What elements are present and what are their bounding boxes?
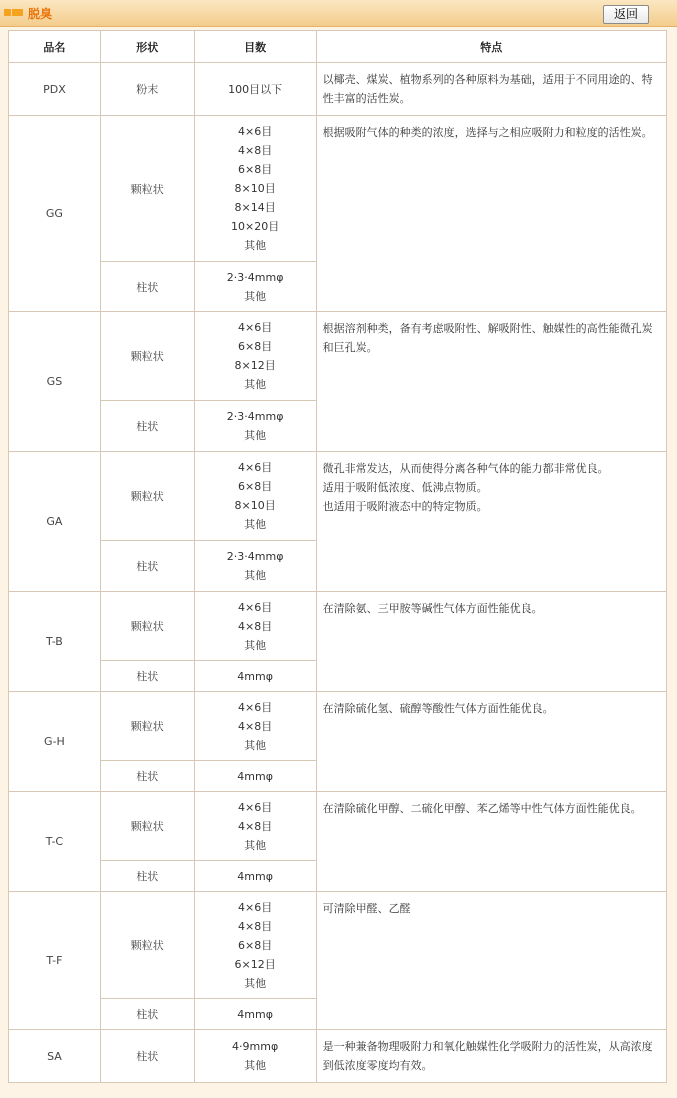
table-row [9, 892, 667, 999]
mesh-value: 6×12目 [234, 957, 276, 971]
mesh-value: 其他 [244, 738, 267, 752]
feature-cell [316, 892, 666, 1030]
mesh-value: 4mmφ [237, 869, 273, 883]
mesh-cell [194, 999, 316, 1030]
mesh-value: 4×6目 [238, 600, 273, 614]
product-name-cell: GG [9, 116, 101, 312]
table-row [9, 1030, 667, 1083]
feature-text: 微孔非常发达，从而使得分离各种气体的能力都非常优良。 适用于吸附低浓度、低沸点物质。 也适用于吸附液态中的特定物质。 [322, 462, 609, 513]
shape-cell: 颗粒状 [100, 116, 194, 262]
table-row [9, 312, 667, 401]
title-bar [0, 0, 677, 27]
page-title: 脱臭 [28, 7, 53, 21]
mesh-value: 其他 [244, 569, 267, 582]
feature-cell [316, 692, 666, 792]
mesh-cell [194, 116, 316, 262]
table-header-row [9, 31, 667, 63]
product-name-cell: G-H [9, 692, 101, 792]
mesh-value: 4×6目 [238, 800, 273, 814]
shape-cell: 柱状 [100, 761, 194, 792]
feature-cell [316, 452, 666, 592]
header-name: 品名 [9, 31, 101, 63]
bar-bullet-icon [12, 9, 23, 16]
mesh-value: 4×8目 [238, 819, 273, 833]
table-row [9, 63, 667, 116]
mesh-value: 其他 [244, 976, 267, 990]
mesh-value: 2·3·4mmφ [226, 550, 284, 563]
shape-cell: 粉末 [100, 63, 194, 116]
feature-text: 可清除甲醛、乙醛 [322, 902, 411, 915]
feature-text: 以椰壳、煤炭、植物系列的各种原料为基础，适用于不同用途的、特性丰富的活性炭。 [322, 73, 653, 105]
mesh-value: 4×6目 [238, 461, 273, 474]
product-name-cell: PDX [9, 63, 101, 116]
feature-text: 根据溶剂种类，备有考虑吸附性、解吸附性、触媒性的高性能微孔炭和巨孔炭。 [322, 322, 653, 354]
shape-cell: 柱状 [100, 861, 194, 892]
mesh-cell [194, 452, 316, 541]
mesh-value: 2·3·4mmφ [226, 410, 284, 423]
mesh-value: 其他 [244, 518, 267, 531]
shape-cell: 柱状 [100, 661, 194, 692]
mesh-cell [194, 1030, 316, 1083]
square-bullet-icon [4, 9, 11, 16]
mesh-cell [194, 592, 316, 661]
mesh-cell [194, 761, 316, 792]
mesh-cell [194, 541, 316, 592]
feature-cell [316, 116, 666, 312]
shape-cell: 柱状 [100, 999, 194, 1030]
shape-cell: 颗粒状 [100, 892, 194, 999]
mesh-value: 其他 [244, 239, 267, 252]
feature-text: 在清除氨、三甲胺等碱性气体方面性能优良。 [322, 602, 543, 615]
mesh-cell [194, 792, 316, 861]
mesh-value: 4×8目 [238, 919, 273, 933]
feature-cell [316, 792, 666, 892]
mesh-value: 4×6目 [238, 321, 273, 334]
mesh-value: 8×10目 [234, 499, 276, 512]
product-name-cell: T-C [9, 792, 101, 892]
shape-cell: 颗粒状 [100, 312, 194, 401]
mesh-value: 8×10目 [234, 182, 276, 195]
mesh-value: 4×8目 [238, 144, 273, 157]
table-row [9, 692, 667, 761]
mesh-value: 8×12目 [234, 359, 276, 372]
mesh-value: 6×8目 [238, 938, 273, 952]
mesh-value: 其他 [244, 838, 267, 852]
mesh-value: 其他 [244, 638, 267, 652]
shape-cell: 颗粒状 [100, 792, 194, 861]
product-name-cell: T-F [9, 892, 101, 1030]
feature-cell [316, 1030, 666, 1083]
header-feature: 特点 [316, 31, 666, 63]
product-name-cell: SA [9, 1030, 101, 1083]
mesh-value: 4·9mmφ [232, 1040, 279, 1053]
feature-text: 是一种兼备物理吸附力和氧化触媒性化学吸附力的活性炭，从高浓度到低浓度零度均有效。 [322, 1040, 653, 1072]
mesh-value: 4×6目 [238, 900, 273, 914]
shape-cell: 柱状 [100, 541, 194, 592]
feature-cell [316, 312, 666, 452]
product-name-cell: T-B [9, 592, 101, 692]
shape-cell: 柱状 [100, 401, 194, 452]
mesh-cell [194, 892, 316, 999]
header-shape: 形状 [100, 31, 194, 63]
product-table [8, 30, 667, 1083]
shape-cell: 柱状 [100, 262, 194, 312]
table-row [9, 792, 667, 861]
mesh-value: 4×8目 [238, 619, 273, 633]
mesh-value: 6×8目 [238, 480, 273, 493]
mesh-value: 4×6目 [238, 125, 273, 138]
mesh-value: 8×14目 [234, 201, 276, 214]
mesh-value: 其他 [244, 1059, 267, 1072]
mesh-value: 4mmφ [237, 669, 273, 683]
product-name-cell: GS [9, 312, 101, 452]
mesh-cell [194, 661, 316, 692]
mesh-cell [194, 861, 316, 892]
table-row [9, 592, 667, 661]
mesh-cell [194, 401, 316, 452]
mesh-value: 其他 [244, 289, 267, 303]
mesh-cell [194, 262, 316, 312]
mesh-value: 4mmφ [237, 1007, 273, 1021]
mesh-cell [194, 312, 316, 401]
mesh-value: 100目以下 [228, 82, 283, 96]
feature-text: 在清除硫化氢、硫醇等酸性气体方面性能优良。 [322, 702, 554, 715]
feature-text: 在清除硫化甲醇、二硫化甲醇、苯乙烯等中性气体方面性能优良。 [322, 802, 642, 815]
header-mesh: 目数 [194, 31, 316, 63]
mesh-value: 6×8目 [238, 163, 273, 176]
mesh-value: 10×20目 [231, 220, 280, 233]
shape-cell: 颗粒状 [100, 452, 194, 541]
back-button[interactable]: 返回 [603, 5, 649, 24]
product-name-cell: GA [9, 452, 101, 592]
shape-cell: 柱状 [100, 1030, 194, 1083]
mesh-value: 4×8目 [238, 719, 273, 733]
mesh-cell [194, 63, 316, 116]
content-panel [0, 28, 677, 1098]
feature-cell [316, 592, 666, 692]
table-row [9, 452, 667, 541]
table-row [9, 116, 667, 262]
mesh-cell [194, 692, 316, 761]
mesh-value: 2·3·4mmφ [226, 270, 284, 284]
shape-cell: 颗粒状 [100, 692, 194, 761]
mesh-value: 6×8目 [238, 340, 273, 353]
feature-cell [316, 63, 666, 116]
shape-cell: 颗粒状 [100, 592, 194, 661]
mesh-value: 其他 [244, 378, 267, 391]
mesh-value: 4mmφ [237, 769, 273, 783]
mesh-value: 4×6目 [238, 700, 273, 714]
feature-text: 根据吸附气体的种类的浓度，选择与之相应吸附力和粒度的活性炭。 [322, 126, 653, 139]
mesh-value: 其他 [244, 429, 267, 442]
